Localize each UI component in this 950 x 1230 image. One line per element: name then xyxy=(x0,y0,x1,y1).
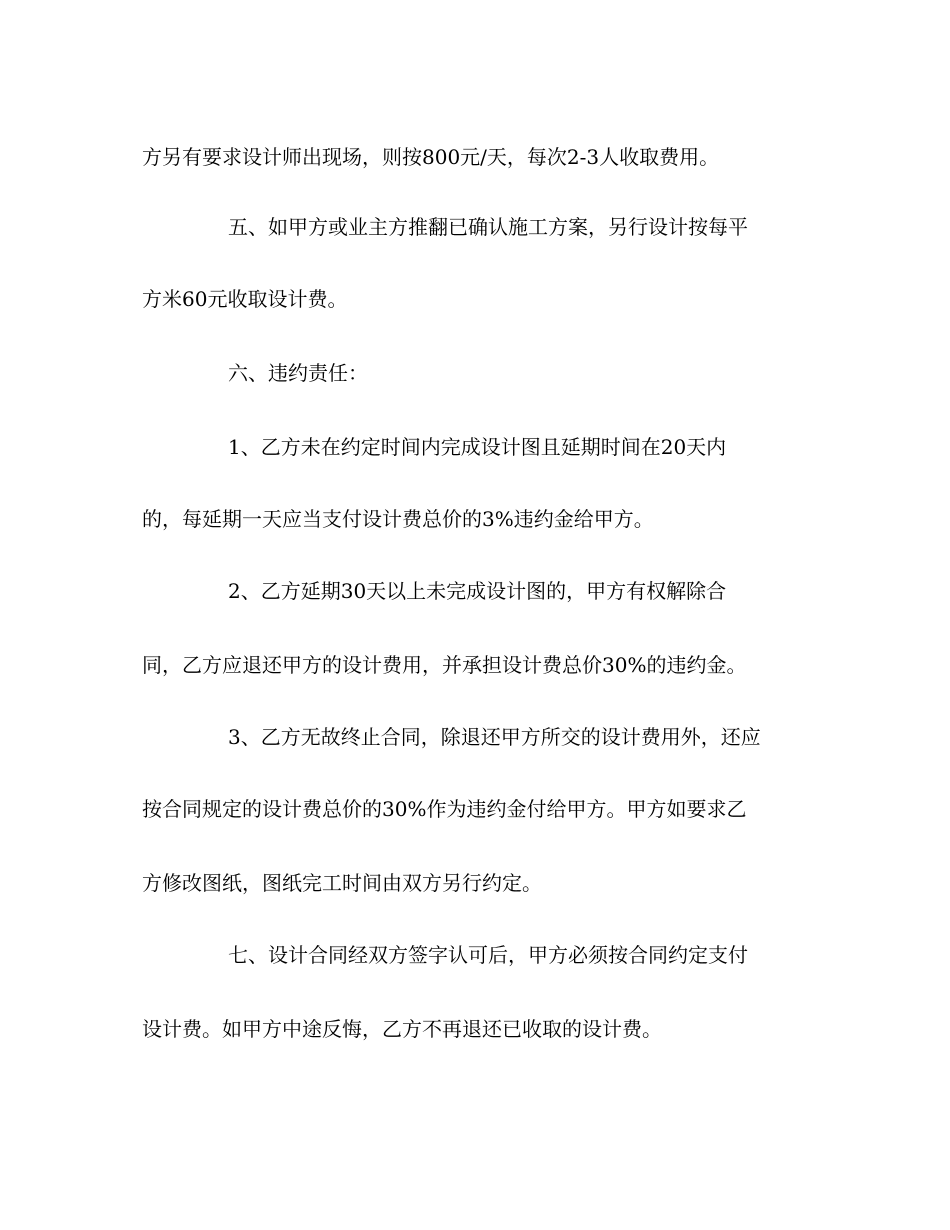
item-3-line-2: 按合同规定的设计费总价的30%作为违约金付给甲方。甲方如要求乙 xyxy=(142,797,747,821)
item-1-line-1: 1、乙方未在约定时间内完成设计图且延期时间在20天内 xyxy=(228,435,727,459)
item-3-line-1: 3、乙方无故终止合同，除退还甲方所交的设计费用外，还应 xyxy=(228,725,761,749)
clause-7-line-2: 设计费。如甲方中途反悔，乙方不再退还已收取的设计费。 xyxy=(142,1017,662,1041)
item-2-line-2: 同，乙方应退还甲方的设计费用，并承担设计费总价30%的违约金。 xyxy=(142,653,747,677)
clause-5-line-2: 方米60元收取设计费。 xyxy=(142,287,348,311)
item-3-line-3: 方修改图纸，图纸完工时间由双方另行约定。 xyxy=(142,871,542,895)
clause-7-line-1: 七、设计合同经双方签字认可后，甲方必须按合同约定支付 xyxy=(228,943,748,967)
clause-5-line-1: 五、如甲方或业主方推翻已确认施工方案，另行设计按每平 xyxy=(228,215,748,239)
item-2-line-1: 2、乙方延期30天以上未完成设计图的，甲方有权解除合 xyxy=(228,579,727,603)
text-line-1: 方另有要求设计师出现场，则按800元/天，每次2-3人收取费用。 xyxy=(142,145,720,169)
item-1-line-2: 的，每延期一天应当支付设计费总价的3%违约金给甲方。 xyxy=(142,507,654,531)
clause-6-heading: 六、违约责任： xyxy=(228,361,368,385)
